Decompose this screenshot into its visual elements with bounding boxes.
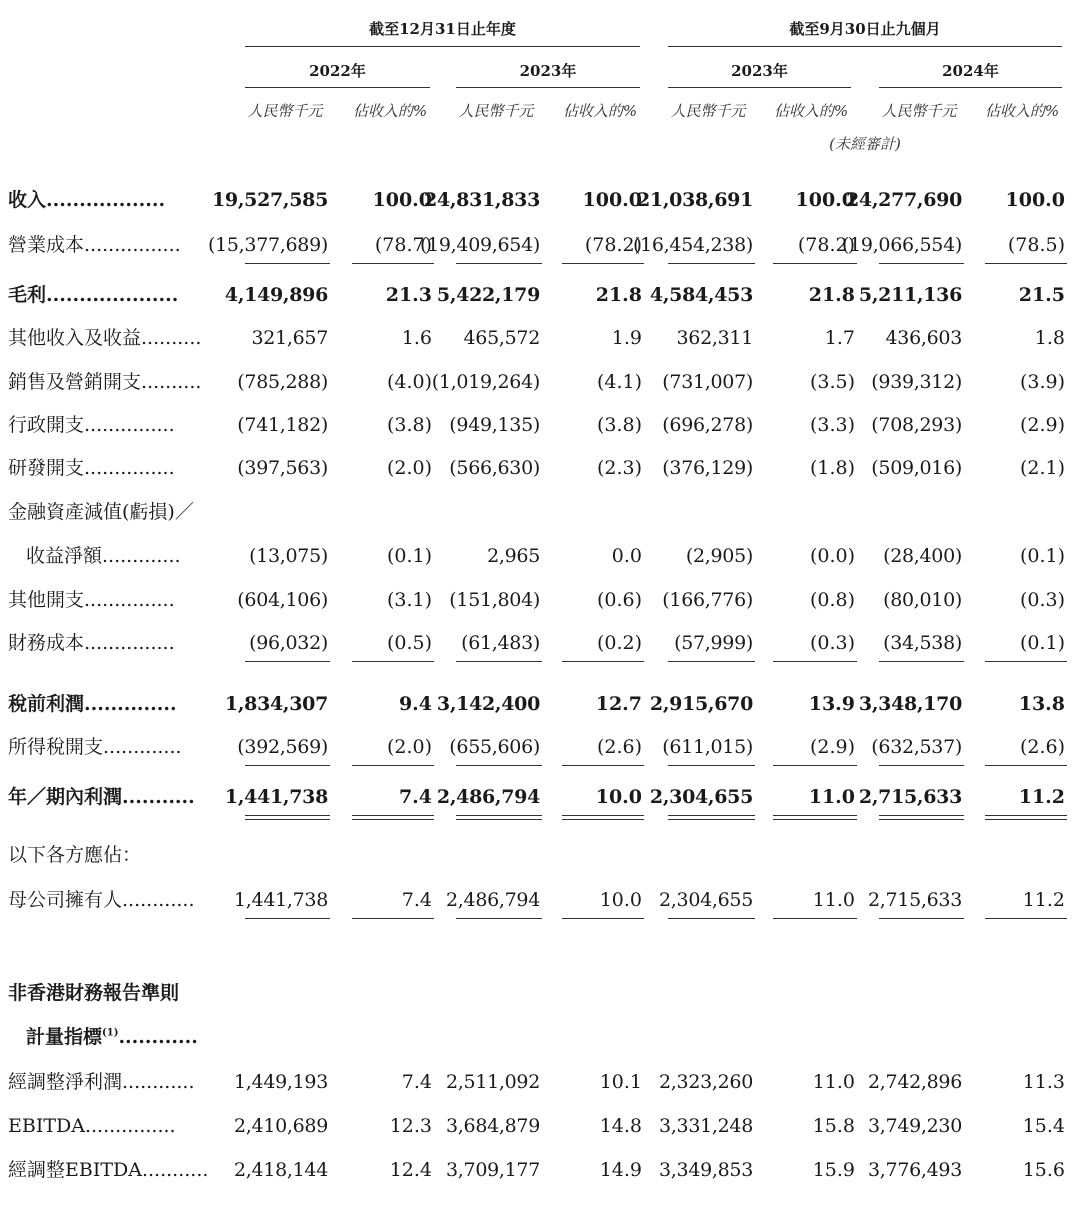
underline [879, 765, 964, 766]
underline [773, 661, 857, 662]
double-underline [773, 815, 857, 820]
leader-dots: ............. [103, 736, 182, 758]
leader-dots: ............... [84, 457, 175, 479]
leader-dots: .................. [46, 189, 166, 211]
cell-amt-2024-9m: (80,010) [883, 589, 962, 611]
cell-amt-2022: (397,563) [237, 457, 328, 479]
cell-amt-2024-9m: (632,537) [871, 736, 962, 758]
cell-pct-2024-9m: 13.8 [1018, 693, 1065, 715]
cell-amt-2023-fy: 3,709,177 [446, 1159, 540, 1181]
cell-pct-2022: (2.0) [386, 736, 432, 758]
row-label-text: 經調整EBITDA [8, 1159, 142, 1181]
row-label [8, 973, 179, 1013]
cell-amt-2022: (392,569) [237, 736, 328, 758]
row-label [8, 275, 178, 315]
cell-amt-2023-9m: 21,038,691 [637, 189, 753, 211]
cell-amt-2024-9m: 2,715,633 [868, 889, 962, 911]
row-label-text: 其他收入及收益 [8, 327, 142, 349]
row-label [8, 623, 175, 663]
cell-amt-2022: 4,149,896 [224, 284, 328, 306]
cell-pct-2022: (3.1) [386, 589, 432, 611]
table-row [0, 973, 1080, 1013]
cell-amt-2023-9m: (166,776) [662, 589, 753, 611]
leader-dots: ................ [84, 234, 181, 256]
row-label-text: EBITDA [8, 1115, 85, 1137]
cell-pct-2023-9m: (3.3) [809, 414, 855, 436]
table-row [0, 275, 1080, 315]
row-label [8, 727, 182, 767]
cell-amt-2024-9m: 2,742,896 [868, 1071, 962, 1093]
cell-amt-2024-9m: (939,312) [871, 371, 962, 393]
row-label [8, 1062, 195, 1102]
table-row [0, 777, 1080, 817]
cell-amt-2023-fy: (1,019,264) [431, 371, 540, 393]
cell-pct-2023-fy: 14.9 [599, 1159, 642, 1181]
leader-dots: ............ [122, 1071, 195, 1093]
cell-pct-2023-fy: 21.8 [595, 284, 642, 306]
row-label-text: 稅前利潤 [8, 693, 85, 715]
cell-pct-2023-9m: (1.8) [809, 457, 855, 479]
cell-pct-2022: 9.4 [398, 693, 432, 715]
cell-amt-2023-9m: 2,915,670 [649, 693, 753, 715]
cell-pct-2022: (4.0) [386, 371, 432, 393]
underline [773, 765, 857, 766]
table-row [0, 362, 1080, 402]
cell-amt-2022: 1,449,193 [234, 1071, 328, 1093]
table-row [0, 225, 1080, 265]
double-underline [245, 815, 330, 820]
leader-dots: ........... [141, 1159, 209, 1181]
cell-amt-2023-fy: 3,684,879 [446, 1115, 540, 1137]
unit-pct-2022: 佔收入的% [352, 102, 428, 120]
underline [879, 263, 964, 264]
table-row [0, 835, 1080, 875]
cell-pct-2024-9m: 11.2 [1022, 889, 1065, 911]
cell-pct-2023-fy: (0.6) [596, 589, 642, 611]
row-label [8, 835, 141, 875]
cell-amt-2023-9m: (611,015) [662, 736, 753, 758]
year-rule-2023-9m [668, 87, 851, 88]
row-label [26, 1017, 198, 1057]
cell-pct-2024-9m: 15.4 [1022, 1115, 1065, 1137]
cell-amt-2023-9m: 2,304,655 [659, 889, 753, 911]
cell-pct-2022: (3.8) [386, 414, 432, 436]
cell-pct-2023-fy: 10.0 [599, 889, 642, 911]
cell-amt-2023-fy: (949,135) [449, 414, 540, 436]
row-label-text: 非香港財務報告準則 [8, 982, 180, 1004]
cell-pct-2023-fy: (78.2) [584, 234, 642, 256]
cell-pct-2024-9m: 15.6 [1022, 1159, 1065, 1181]
cell-amt-2023-fy: (151,804) [449, 589, 540, 611]
table-row [0, 536, 1080, 576]
row-label-text: 年／期內利潤 [8, 786, 123, 808]
cell-pct-2022: 21.3 [385, 284, 432, 306]
table-row [0, 1017, 1080, 1057]
cell-amt-2022: (741,182) [237, 414, 328, 436]
table-row [0, 1062, 1080, 1102]
cell-pct-2024-9m: (0.1) [1019, 545, 1065, 567]
cell-amt-2023-fy: (61,483) [461, 632, 540, 654]
cell-pct-2023-fy: (0.2) [596, 632, 642, 654]
cell-pct-2024-9m: (3.9) [1019, 371, 1065, 393]
row-label [8, 492, 194, 532]
leader-dots: ........... [122, 786, 195, 808]
cell-amt-2024-9m: 5,211,136 [858, 284, 962, 306]
cell-pct-2023-9m: 100.0 [795, 189, 855, 211]
cell-pct-2023-fy: (4.1) [596, 371, 642, 393]
leader-dots: .......... [141, 371, 202, 393]
underline [668, 765, 755, 766]
group-rule-9m [668, 46, 1062, 47]
row-label [8, 880, 195, 920]
cell-amt-2023-9m: (16,454,238) [632, 234, 753, 256]
underline [352, 661, 434, 662]
row-label [8, 1106, 176, 1146]
cell-pct-2023-fy: 1.9 [611, 327, 642, 349]
group-rule-fy [245, 46, 640, 47]
cell-pct-2022: 7.4 [401, 889, 432, 911]
cell-amt-2023-9m: 2,304,655 [649, 786, 753, 808]
row-label [8, 777, 195, 817]
cell-amt-2024-9m: (708,293) [871, 414, 962, 436]
row-label-text: 研發開支 [8, 457, 85, 479]
underline [879, 918, 964, 919]
cell-pct-2023-fy: (2.3) [596, 457, 642, 479]
row-label [8, 448, 175, 488]
cell-amt-2022: 1,441,738 [234, 889, 328, 911]
cell-amt-2023-fy: (566,630) [449, 457, 540, 479]
cell-pct-2023-9m: (3.5) [809, 371, 855, 393]
underline [352, 263, 434, 264]
year-header-2023-fy: 2023年 [519, 62, 577, 80]
cell-pct-2022: 1.6 [401, 327, 432, 349]
leader-dots: .............. [84, 693, 177, 715]
cell-pct-2022: 100.0 [372, 189, 432, 211]
leader-dots: .......... [141, 327, 202, 349]
cell-pct-2023-9m: (2.9) [809, 736, 855, 758]
table-row [0, 180, 1080, 220]
row-label [8, 318, 201, 358]
row-label [8, 684, 177, 724]
cell-amt-2022: (785,288) [237, 371, 328, 393]
cell-amt-2023-fy: 2,486,794 [436, 786, 540, 808]
table-row [0, 492, 1080, 532]
cell-amt-2023-fy: 5,422,179 [436, 284, 540, 306]
underline [456, 918, 542, 919]
row-label [8, 580, 175, 620]
underline [456, 661, 542, 662]
underline [562, 263, 644, 264]
leader-dots: ............. [102, 545, 181, 567]
cell-amt-2023-fy: 465,572 [463, 327, 540, 349]
double-underline [668, 815, 755, 820]
row-label-text: 以下各方應佔： [8, 844, 142, 866]
cell-pct-2023-9m: (0.8) [809, 589, 855, 611]
cell-pct-2022: (0.1) [386, 545, 432, 567]
cell-pct-2023-fy: (2.6) [596, 736, 642, 758]
cell-pct-2024-9m: (78.5) [1007, 234, 1065, 256]
cell-amt-2023-fy: (19,409,654) [419, 234, 540, 256]
cell-pct-2023-9m: 1.7 [824, 327, 855, 349]
cell-pct-2024-9m: 11.3 [1022, 1071, 1065, 1093]
cell-pct-2023-9m: 21.8 [808, 284, 855, 306]
table-row [0, 684, 1080, 724]
underline [245, 263, 330, 264]
underline [352, 765, 434, 766]
underline [773, 918, 857, 919]
cell-pct-2024-9m: (2.9) [1019, 414, 1065, 436]
cell-amt-2023-9m: 3,349,853 [659, 1159, 753, 1181]
cell-pct-2023-9m: 15.9 [812, 1159, 855, 1181]
cell-amt-2024-9m: 436,603 [885, 327, 962, 349]
cell-pct-2022: 7.4 [401, 1071, 432, 1093]
underline [456, 263, 542, 264]
year-header-2023-9m: 2023年 [731, 62, 788, 80]
row-label [8, 180, 165, 220]
underline [352, 918, 434, 919]
year-header-2024-9m: 2024年 [942, 62, 999, 80]
table-row [0, 318, 1080, 358]
cell-amt-2023-9m: 4,584,453 [649, 284, 753, 306]
cell-pct-2023-fy: 12.7 [595, 693, 642, 715]
cell-amt-2023-9m: 2,323,260 [659, 1071, 753, 1093]
footnote-marker: (1) [102, 1027, 119, 1039]
cell-amt-2023-9m: 362,311 [676, 327, 753, 349]
row-label-text: 收益淨額 [26, 545, 103, 567]
cell-amt-2022: 2,410,689 [234, 1115, 328, 1137]
row-label [26, 536, 181, 576]
cell-amt-2024-9m: 2,715,633 [858, 786, 962, 808]
leader-dots: ............... [84, 414, 175, 436]
row-label-text: 經調整淨利潤 [8, 1071, 123, 1093]
year-rule-2022 [245, 87, 430, 88]
cell-amt-2024-9m: (19,066,554) [841, 234, 962, 256]
double-underline [562, 815, 644, 820]
double-underline [456, 815, 542, 820]
unit-pct-2024-9m: 佔收入的% [984, 102, 1060, 120]
cell-pct-2024-9m: (0.3) [1019, 589, 1065, 611]
unaudited-note: (未經審計) [829, 135, 901, 153]
cell-amt-2024-9m: 24,277,690 [846, 189, 962, 211]
cell-amt-2023-9m: 3,331,248 [659, 1115, 753, 1137]
row-label-text: 財務成本 [8, 632, 85, 654]
underline [562, 765, 644, 766]
cell-amt-2023-fy: 3,142,400 [436, 693, 540, 715]
unit-amount-2023-fy: 人民幣千元 [458, 102, 534, 120]
cell-amt-2022: 19,527,585 [212, 189, 328, 211]
leader-dots: ............... [84, 1115, 176, 1137]
cell-pct-2023-fy: (3.8) [596, 414, 642, 436]
cell-amt-2024-9m: (34,538) [883, 632, 962, 654]
row-label [8, 362, 201, 402]
underline [985, 263, 1067, 264]
cell-pct-2024-9m: 1.8 [1034, 327, 1065, 349]
cell-pct-2024-9m: 100.0 [1005, 189, 1065, 211]
table-row [0, 880, 1080, 920]
year-rule-2023-fy [456, 87, 640, 88]
underline [985, 918, 1067, 919]
cell-pct-2023-fy: 10.1 [599, 1071, 642, 1093]
cell-pct-2023-9m: 13.9 [808, 693, 855, 715]
double-underline [352, 815, 434, 820]
underline [668, 661, 755, 662]
row-label-text: 行政開支 [8, 414, 85, 436]
table-row [0, 623, 1080, 663]
year-header-2022: 2022年 [309, 62, 366, 80]
underline [562, 661, 644, 662]
cell-pct-2023-9m: 11.0 [812, 1071, 855, 1093]
cell-amt-2024-9m: (28,400) [883, 545, 962, 567]
cell-pct-2024-9m: (2.6) [1019, 736, 1065, 758]
cell-amt-2023-fy: 2,486,794 [446, 889, 540, 911]
cell-pct-2023-9m: 15.8 [812, 1115, 855, 1137]
row-label-text: 收入 [8, 189, 47, 211]
cell-pct-2023-fy: 10.0 [595, 786, 642, 808]
cell-pct-2023-fy: 0.0 [611, 545, 642, 567]
underline [773, 263, 857, 264]
underline [562, 918, 644, 919]
cell-pct-2023-fy: 14.8 [599, 1115, 642, 1137]
underline [245, 661, 330, 662]
row-label [8, 1150, 208, 1190]
row-label-text: 計量指標 [26, 1026, 103, 1048]
leader-dots: ............... [84, 589, 175, 611]
underline [456, 765, 542, 766]
cell-pct-2024-9m: 11.2 [1018, 786, 1065, 808]
cell-pct-2023-9m: (0.0) [809, 545, 855, 567]
group-header-fiscal-year: 截至12月31日止年度 [369, 20, 516, 38]
year-rule-2024-9m [879, 87, 1062, 88]
cell-amt-2022: (13,075) [249, 545, 328, 567]
cell-amt-2022: (96,032) [249, 632, 328, 654]
row-label-text: 毛利 [8, 284, 47, 306]
underline [245, 918, 330, 919]
double-underline [985, 815, 1067, 820]
cell-amt-2023-fy: 2,965 [487, 545, 540, 567]
table-row [0, 1106, 1080, 1146]
underline [668, 263, 755, 264]
cell-amt-2022: 1,834,307 [224, 693, 328, 715]
cell-pct-2022: (0.5) [386, 632, 432, 654]
cell-pct-2023-fy: 100.0 [582, 189, 642, 211]
cell-amt-2023-9m: (2,905) [685, 545, 753, 567]
cell-pct-2023-9m: (0.3) [809, 632, 855, 654]
group-header-nine-months: 截至9月30日止九個月 [789, 20, 941, 38]
row-label-text: 所得稅開支 [8, 736, 104, 758]
cell-amt-2023-9m: (696,278) [662, 414, 753, 436]
table-row [0, 727, 1080, 767]
cell-amt-2024-9m: (509,016) [871, 457, 962, 479]
cell-amt-2024-9m: 3,348,170 [858, 693, 962, 715]
cell-amt-2023-fy: 2,511,092 [446, 1071, 540, 1093]
cell-pct-2022: (78.7) [374, 234, 432, 256]
cell-amt-2022: 2,418,144 [234, 1159, 328, 1181]
cell-pct-2023-9m: (78.2) [797, 234, 855, 256]
unit-pct-2023-9m: 佔收入的% [773, 102, 849, 120]
cell-amt-2023-9m: (376,129) [662, 457, 753, 479]
unit-amount-2024-9m: 人民幣千元 [881, 102, 957, 120]
cell-pct-2024-9m: (2.1) [1019, 457, 1065, 479]
underline [985, 765, 1067, 766]
table-row [0, 580, 1080, 620]
leader-dots: .................... [46, 284, 179, 306]
row-label-text: 其他開支 [8, 589, 85, 611]
table-row [0, 1150, 1080, 1190]
cell-amt-2024-9m: 3,776,493 [868, 1159, 962, 1181]
cell-pct-2022: (2.0) [386, 457, 432, 479]
unit-amount-2023-9m: 人民幣千元 [670, 102, 746, 120]
double-underline [879, 815, 964, 820]
underline [668, 918, 755, 919]
row-label-text: 營業成本 [8, 234, 85, 256]
unit-pct-2023-fy: 佔收入的% [562, 102, 638, 120]
cell-amt-2022: 1,441,738 [224, 786, 328, 808]
row-label [8, 405, 175, 445]
cell-amt-2024-9m: 3,749,230 [868, 1115, 962, 1137]
table-row [0, 448, 1080, 488]
underline [245, 765, 330, 766]
cell-pct-2024-9m: 21.5 [1018, 284, 1065, 306]
cell-pct-2023-9m: 11.0 [812, 889, 855, 911]
cell-amt-2023-9m: (731,007) [662, 371, 753, 393]
leader-dots: ............ [122, 889, 195, 911]
row-label [8, 225, 181, 265]
cell-pct-2023-9m: 11.0 [808, 786, 855, 808]
cell-amt-2022: (604,106) [237, 589, 328, 611]
underline [985, 661, 1067, 662]
row-label-text: 母公司擁有人 [8, 889, 123, 911]
cell-pct-2024-9m: (0.1) [1019, 632, 1065, 654]
cell-amt-2023-9m: (57,999) [674, 632, 753, 654]
cell-amt-2023-fy: 24,831,833 [424, 189, 540, 211]
row-label-text: 金融資產減值(虧損)／ [8, 501, 194, 523]
cell-pct-2022: 12.4 [389, 1159, 432, 1181]
cell-amt-2023-fy: (655,606) [449, 736, 540, 758]
leader-dots: ............... [84, 632, 175, 654]
cell-pct-2022: 7.4 [398, 786, 432, 808]
row-label-text: 銷售及營銷開支 [8, 371, 142, 393]
underline [879, 661, 964, 662]
cell-pct-2022: 12.3 [389, 1115, 432, 1137]
table-row [0, 405, 1080, 445]
cell-amt-2022: (15,377,689) [207, 234, 328, 256]
cell-amt-2022: 321,657 [251, 327, 328, 349]
leader-dots: ............ [118, 1026, 198, 1048]
unit-amount-2022: 人民幣千元 [247, 102, 323, 120]
